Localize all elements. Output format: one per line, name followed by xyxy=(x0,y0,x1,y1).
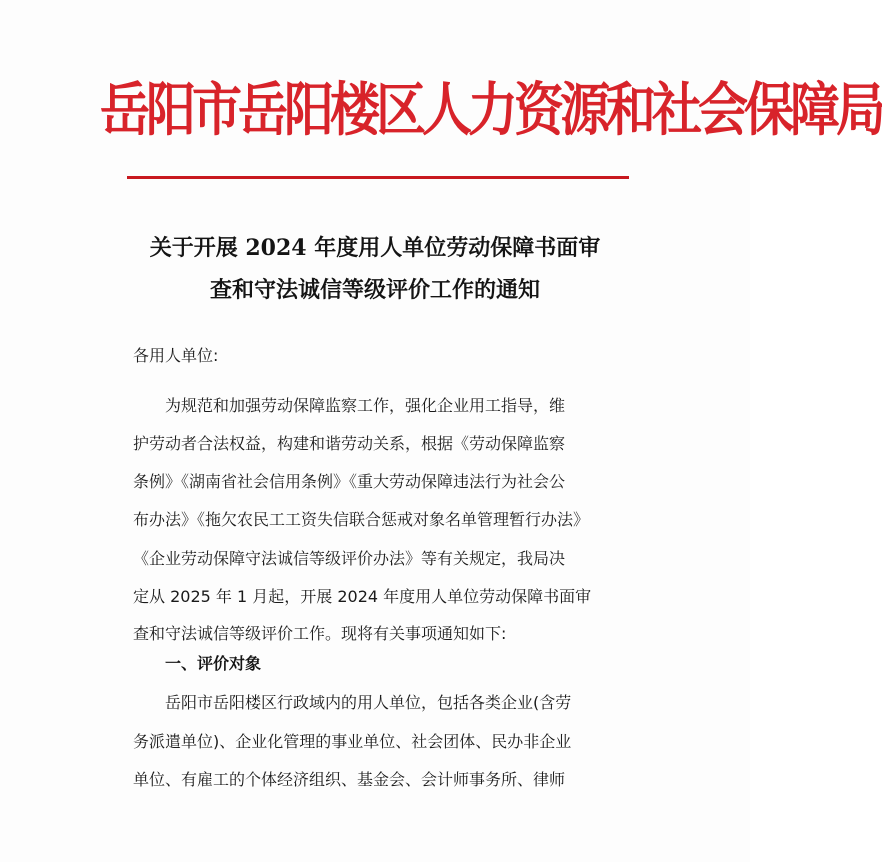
paragraph-line: 条例》《湖南省社会信用条例》《重大劳动保障违法行为社会公 xyxy=(133,472,566,491)
paragraph-line: 为规范和加强劳动保障监察工作，强化企业用工指导，维 xyxy=(165,396,566,415)
paragraph-line: 定从 2025 年 1 月起，开展 2024 年度用人单位劳动保障书面审 xyxy=(133,587,592,606)
letterhead-org-name: 岳阳市岳阳楼区人力资源和社会保障局 xyxy=(100,76,882,144)
salutation: 各用人单位: xyxy=(133,346,219,365)
paragraph-line: 单位、有雇工的个体经济组织、基金会、会计师事务所、律师 xyxy=(133,770,566,789)
section-heading-evaluation-targets: 一、评价对象 xyxy=(165,654,262,673)
notice-title-line-1: 关于开展 2024 年度用人单位劳动保障书面审 xyxy=(149,235,601,261)
paragraph-line: 务派遣单位)、企业化管理的事业单位、社会团体、民办非企业 xyxy=(133,732,572,751)
paragraph-line: 查和守法诚信等级评价工作。现将有关事项通知如下: xyxy=(133,624,507,643)
paragraph-line: 护劳动者合法权益，构建和谐劳动关系，根据《劳动保障监察 xyxy=(133,434,566,453)
notice-title-line-2: 查和守法诚信等级评价工作的通知 xyxy=(209,277,540,303)
letterhead-red-rule xyxy=(127,176,629,179)
paragraph-line: 布办法》《拖欠农民工工资失信联合惩戒对象名单管理暂行办法》 xyxy=(133,510,590,529)
paragraph-line: 岳阳市岳阳楼区行政域内的用人单位，包括各类企业(含劳 xyxy=(165,693,572,712)
paragraph-line: 《企业劳动保障守法诚信等级评价办法》等有关规定，我局决 xyxy=(133,549,566,568)
